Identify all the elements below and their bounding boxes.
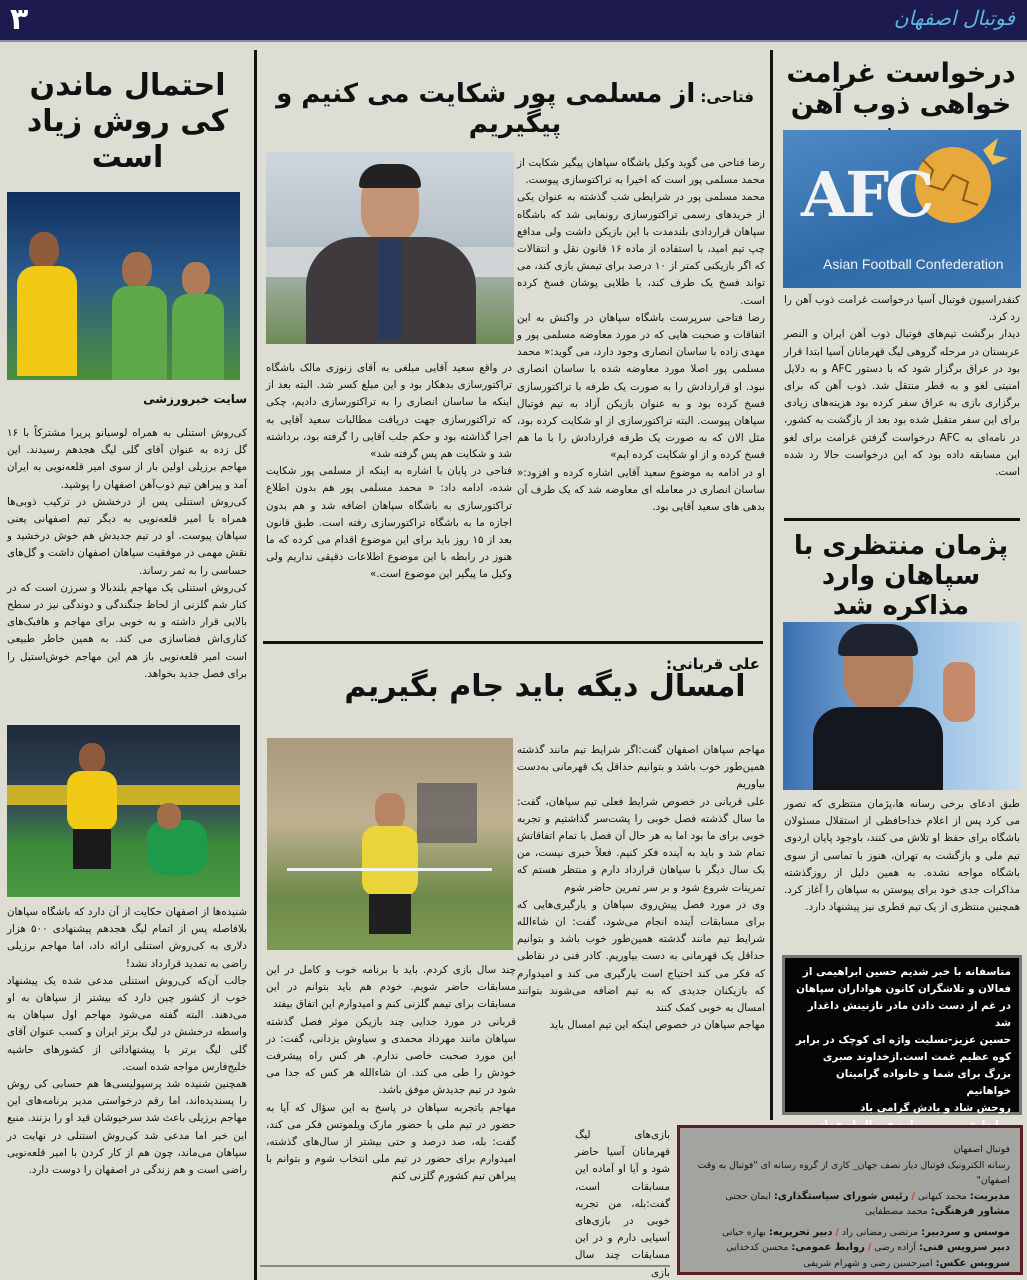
kiros-photo-1 (7, 192, 240, 380)
credit-value: امیرحسین رضی و شهرام شریفی (803, 1257, 933, 1269)
montazeri-article (780, 532, 1022, 622)
ghorbani-body-left: چند سال بازی کردم. باید با برنامه خوب و کامل در این مسابقات حاضر شویم. خودم هم باید بتوانم در این مسابقات برای تیمم گلزنی کنم و امیدوارم این اتفاق بیفتد قربانی در مورد جدایی چند بازیکن موثر فصل گذشته سپاهان مانند مهرداد محمدی و سیاوش یزدانی، گفت: در این مورد صحبت خاصی ندارم. هر کس راه پیشرفت خودش را طی می کند. ان شاءالله هر کس که جدا می شود در تیم جدیدش موفق باشد. مهاجم باتجربه سپاهان در پاسخ به این سؤال که آیا به حضور در تیم ملی با حضور مارک ویلموتس فکر می کند، گفت: بله، صد درصد و حتی بیشتر از سال‌های گذشته، امیدوارم برای حضور در تیم ملی انتخاب شوم و بتوانم با پیراهن تیم کشورم گلزنی کنم (266, 964, 516, 1183)
credit-label: موسس و سردبیر: (921, 1226, 1010, 1238)
credit-separator: / (867, 1242, 872, 1253)
credit-value: ایمان حجتی (725, 1190, 771, 1202)
credit-value: محمد مصطفایی (865, 1206, 928, 1217)
ghorbani-kicker: علی قربانی: (666, 655, 760, 673)
fattahi-headline: از مسلمی پور شکایت می کنیم و پیگیریم (276, 79, 696, 139)
section-divider (784, 518, 1020, 521)
credit-label: مدیریت: (969, 1190, 1010, 1202)
credit-label: سرویس عکس: (935, 1257, 1010, 1269)
ghorbani-photo (267, 738, 513, 950)
kiros-body-bottom: شنیده‌ها از اصفهان حکایت از آن دارد که باشگاه سپاهان بلافاصله پس از اتمام لیگ هجدهم پیشنهادی ۵۰۰ هزار دلاری به کی‌روش استنلی ارائه داد، اما مهاجم برزیلی راضی به تمدید قرارداد نشد! جالب آن‌که کی‌روش استنلی مدعی شده یک پیشنهاد خوب از کشور چین دارد که بیشتر از سپاهان به او می‌دهند. البته گفته می‌شود مهاجم اول سپاهان به واسطه درخشش در لیگ برتر ایران و کسب عنوان آقای گلی لیگ برتر با پیشنهاداتی از کشورهای حاشیه خلیج‌فارس مواجه شده است. همچنین شنیده شد پرسپولیسی‌ها هم حسابی کی روش را پسندیده‌اند، اما رقم درخواستی مدیر برنامه‌های این مهاجم برزیلی باعث شد سرخپوشان قید او را بزنند. منبع این خبر اما مدعی شد کی‌روش استنلی در نهایت در سپاهان می‌ماند، چون هم از کار کردن با امیر قلعه‌نویی راضی است و هم زندگی در اصفهان را دوست دارد. (7, 906, 247, 1177)
column-divider (770, 50, 773, 1120)
section-divider (263, 641, 763, 644)
credit-value: آزاده رضی (874, 1242, 916, 1253)
footer-rule (260, 1265, 670, 1267)
credits-subtitle: رسانه الکترونیک فوتبال دیار نصف جهان_ کاری از گروه رسانه ای "فوتبال به وقت اصفهان" (697, 1159, 1010, 1186)
ghorbani-headline: امسال دیگه باید جام بگیریم (344, 669, 746, 704)
fattahi-headline-block (265, 80, 765, 140)
afc-logo-text: AFC (801, 158, 931, 231)
montazeri-headline: پژمان منتظری با سپاهان وارد مذاکره شد (793, 531, 1009, 621)
kiros-article (5, 68, 250, 176)
kiros-body-top: کی‌روش استنلی به همراه لوسیانو پریرا مشترکاً با ۱۶ گل زده به عنوان آقای گلی لیگ هجدهم رسیدند. این مهاجم برزیلی اولین بار از سوی امیر قلعه‌نویی به ایران آمد و پیراهن تیم ذوب‌آهن اصفهان را پوشید. کی‌روش استنلی پس از درخشش در ترکیب ذوبی‌ها همراه با امیر قلعه‌نویی به دیگر تیم اصفهانی یعنی سپاهان پیوست. او در تیم جدیدش هم خوش درخشید و نقش مهمی در موفقیت سپاهان اصفهان داشت و گل‌های حساسی را به ثمر رساند. کی‌روش استنلی یک مهاجم بلندبالا و سرزن است که در کنار شم گلزنی از لحاظ جنگندگی و دوندگی نیز در سطح بالایی قرار داشته و به خوبی برای مهاجم و هافبک‌های کناری‌اش فضاسازی می کند. به همین خاطر طبیعی است امیر قلعه‌نویی باز هم این مهاجم خوش‌استیل را برای فصل جدید بخواهد. (7, 427, 247, 680)
fattahi-body-left: در واقع سعید آقایی مبلغی به آقای زنوزی مالک باشگاه تراکتورسازی بدهکار بود و این مبلغ کسر شد. البته بعد از اینکه ما ساسان انصاری را به تراکتورسازی دادیم، چکی که تراکتورسازی جهت دریافت مطالبات سعید آقایی به اجرا گذاشته بود و حکم جلب آقایی را گرفته بود، برداشته شد و شکایت هم پس گرفته شد» فتاحی در پایان با اشاره به اینکه از مسلمی پور شکایت شده، ادامه داد: « محمد مسلمی پور هم بدون اطلاع تراکتورسازی به باشگاه سپاهان اضافه شد و هم بدون اجازه ما به باشگاه تراکتورسازی رفته است. طبق قانون بعد از ۱۵ روز باید برای این موضوع اقدام می کرده که ما هنوز در رابطه با این موضوع اطلاعات دقیقی نداریم ولی وکیل ما پیگیر این موضوع است.» (266, 362, 512, 581)
column-divider (254, 50, 257, 1280)
publication-logo: فوتبال اصفهان (893, 6, 1015, 30)
credit-value: بهاره حیاتی (722, 1226, 766, 1238)
credit-label: رئیس شورای سیاستگذاری: (773, 1190, 909, 1202)
credit-separator: / (835, 1226, 839, 1238)
kiros-headline: احتمال ماندن کی روش زیاد است (26, 68, 229, 175)
credit-value: مرتضی رمضانی راد (841, 1226, 919, 1238)
kiros-source: سایت خبرورزشی (143, 392, 247, 406)
fattahi-body-right: رضا فتاحی می گوید وکیل باشگاه سپاهان پیگیر شکایت از محمد مسلمی پور است که اخیرا به تراکتوسازی پیوست. محمد مسلمی پور در شرایطی شب گذشته به عنوان یکی از خریدهای رسمی تراکتورسازی رونمایی شد که باشگاه سپاهان قراردادی بلندمدت با این بازیکن داشت ولی مدافع چپ تیم امید، با استفاده از ماده ۱۶ قانون نقل و انتقالات که اگر بازیکنی کمتر از ۱۰ درصد برای تیمش بازی کند، می تواند فسخ یک طرف کند، با طلایی پوشان فسخ کرده است. رضا فتاحی سرپرست باشگاه سپاهان در واکنش به این اتفاقات و صحبت هایی که در مورد معاوضه مسلمی پور و مهدی زاده با ساسان انصاری وجود دارد، می گوید:« محمد مسلمی پور اصلا مورد معاوضه شده با ساسان انصاری نبود. او قراردادش را به صورت یک طرفه با تراکتورسازی فسخ کرده بود و به عنوان بازیکن آزاد به تیم فوتبال سپاهان پیوست. البته تراکتورسازی از او شکایت کرده بود، مثل الان که به صورت یک طرفه قراردادش را با ما هم فسخ کرده و از او شکایت کرده ایم» او در ادامه به موضوع سعید آقایی اشاره کرده و افزود:« ساسان انصاری در معامله ای معاوضه شد که یک طرف آن بدهی های سعید آقایی بود. (517, 157, 765, 514)
credits-box (677, 1125, 1023, 1275)
credit-separator: / (911, 1190, 915, 1202)
credits-row (690, 1189, 1010, 1205)
afc-headline: درخواست غرامت خواهی ذوب آهن (786, 58, 1016, 121)
credit-label: روابط عمومی: (791, 1242, 865, 1253)
credit-label: مشاور فرهنگی: (930, 1206, 1010, 1217)
fattahi-photo (266, 152, 514, 344)
credit-value: محسن کدخدایی (726, 1242, 789, 1253)
afc-body: کنفدراسیون فوتبال آسیا درخواست غرامت ذوب آهن را رد کرد. دیدار برگشت تیم‌های فوتبال ذوب آهن ایران و النصر عربستان در مرحله گروهی لیگ قهرمانان آسیا ابتدا قرار بود در عراق برگزار شود که با دستور AFC و به دلایل امنیتی لغو و به قطر منتقل شد. ذوب آهن که برای برگزاری بازی به عراق سفر کرده بود هزینه‌های زیادی برای این سفر متقبل شده بود بعد از بازگشت به کشور، در نامه‌ای به AFC درخواست گرفتن غرامت برای لغو این مسابقه داده بود که این درخواست حالا رد شده است. (784, 294, 1020, 479)
credits-row (690, 1204, 1010, 1220)
credits-title: فوتبال اصفهان (953, 1144, 1010, 1155)
fattahi-kicker: فتاحی: (700, 88, 754, 106)
montazeri-photo (783, 622, 1021, 790)
afc-photo-caption: Asian Football Confederation (823, 256, 1004, 272)
page-number: ۳ (10, 2, 29, 37)
credits-row (690, 1240, 1010, 1256)
ghorbani-body-right: مهاجم سپاهان اصفهان گفت:اگر شرایط تیم مانند گذشته همین‌طور خوب باشد و بتوانیم حداقل یک قهرمانی به‌دست بیاوریم علی قربانی در خصوص شرایط فعلی تیم سپاهان، گفت: ما سال گذشته فصل خوبی را پشت‌سر گذاشتیم و تجربه خوبی برای ما بود اما به هر حال آن فصل با تمام اتفاقاتش تمام شد و باید به آینده فکر کنیم. فعلاً خبری نیست، من یک سال دیگر با سپاهان قرارداد دارم و منتظر هستم که تمرینات شروع شود و بر سر تمرین حاضر شوم وی در مورد فصل پیش‌روی سپاهان و یارگیری‌هایی که برای مسابقات آینده انجام می‌شود، گفت: ان شاءالله شرایط تیم مانند گذشته همین‌طور خوب باشد و بتوانیم حداقل یک قهرمانی به دست بیاوریم. کادر فنی در نقاطی که فکر می کند احتیاج است یارگیری می کند و امیدوارم که بازیکنان جدیدی که به تیم اضافه می‌شوند بتوانند امسال به خوبی کمک کنند مهاجم سپاهان در خصوص اینکه این تیم امسال باید (517, 744, 765, 1032)
credit-value: محمد کیهانی (917, 1190, 967, 1202)
montazeri-body: طبق ادعای برخی رسانه ها،پژمان منتظری که تصور می کرد پس از اعلام خداحافظی از استقلال مسئولان باشگاه برای حفظ او تلاش می کنند، باوجود پایان اردوی تیم ملی و بازگشت به تهران، هنوز با تماسی از سوی باشگاه مواجه نشده. به همین دلیل از روزگذشته مذاکرات جدی خود برای پیوستن به سپاهان را آغاز کرد. همچنین منتظری از یک تیم قطری نیز پیشنهاد دارد. (784, 798, 1020, 914)
ghorbani-body-right-tail: بازی‌های لیگ قهرمانان آسیا حاضر شود و آیا او آماده این مسابقات است، گفت:بله، من تجربه خوبی در بازی‌های آسیایی دارم و در این مسابقات چند سال بازی (575, 1129, 670, 1279)
credit-label: دبیر تحریریه: (768, 1226, 833, 1238)
ghorbani-headline-block (265, 670, 765, 705)
credits-row (690, 1256, 1010, 1272)
page-header (0, 0, 1027, 42)
credits-row (690, 1225, 1010, 1241)
afc-photo (783, 130, 1021, 288)
condolence-notice: متاسفانه با خبر شدیم حسین ابراهیمی از فعالان و تلاشگران کانون هواداران سپاهان در غم از دست دادن مادر نازنینش داغدار شد حسین عزیز-تسلیت واژه ای کوچک در برابر کوه عظیم غمت است.ازخداوند صبری بزرگ برای شما و خانواده گرامیتان خواهانیم روحش شاد و یادش گرامی باد (782, 955, 1022, 1115)
credit-label: دبیر سرویس فنی: (918, 1242, 1010, 1253)
kiros-photo-2 (7, 725, 240, 897)
